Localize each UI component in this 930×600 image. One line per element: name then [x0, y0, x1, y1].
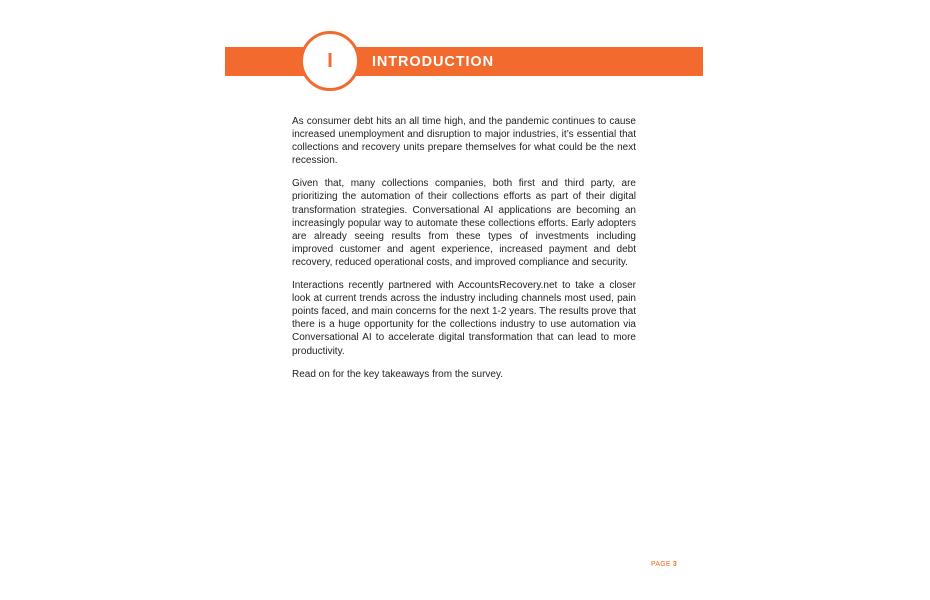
- paragraph-partnership: Interactions recently partnered with AccountsRecovery.net to take a closer look at current trends across the industry including channels most used, pain points faced, and main concerns for the next 1-2 years. The results prove that there is a huge opportunity for the collections industry to use automation via Conversational AI to accelerate digital transformation that can lead to more productivity.: [292, 280, 636, 357]
- paragraph-read-on: Read on for the key takeaways from the survey.: [292, 368, 504, 380]
- page-number: [651, 561, 677, 568]
- section-number-badge: [300, 31, 360, 91]
- section-numeral: I: [327, 50, 333, 72]
- paragraph-automation: Given that, many collections companies, both first and third party, are prioritizing the automation of their collections efforts as part of their digital transformation strategies. Conversational AI applications are becoming an increasingly popular way to automate these collections efforts. Early adopters are already seeing results from these types of investments including improved customer and agent experience, increased payment and debt recovery, reduced operational costs, and improved compliance and security.: [292, 178, 636, 268]
- body-text: [292, 115, 636, 391]
- paragraph-intro: As consumer debt hits an all time high, and the pandemic continues to cause increased unemployment and disruption to major industries, it’s essential that collections and recovery units prepare themselves for what could be the next recession.: [292, 116, 636, 167]
- section-title: INTRODUCTION: [372, 54, 494, 70]
- page-number-value: 3: [672, 561, 677, 568]
- page-label: PAGE: [651, 561, 671, 568]
